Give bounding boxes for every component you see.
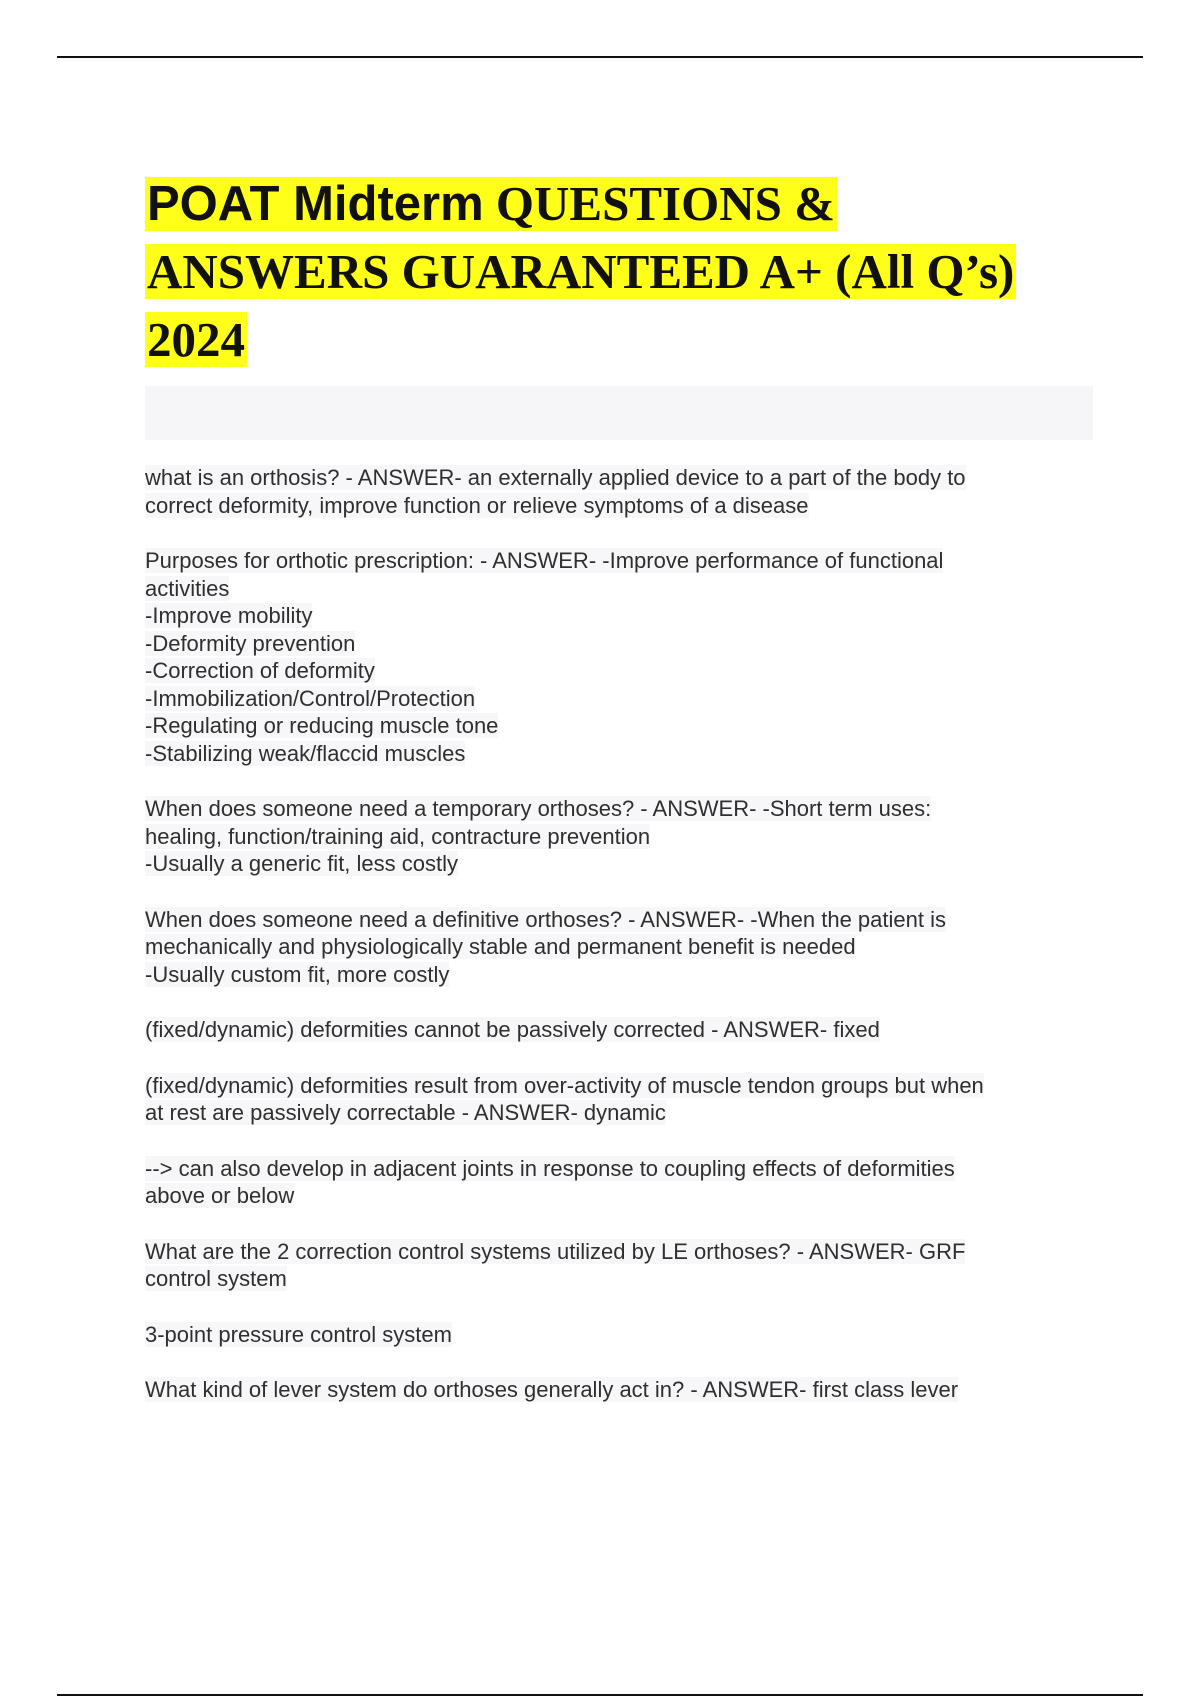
- qa-list: [145, 464, 1095, 1404]
- qa-line-text: -Immobilization/Control/Protection: [145, 685, 476, 711]
- qa-line: [145, 823, 1095, 851]
- qa-line-text: What kind of lever system do orthoses generally act in? - ANSWER- first class lever: [145, 1377, 959, 1402]
- qa-line: [145, 1321, 1095, 1349]
- qa-line: [145, 712, 1095, 740]
- qa-line: [145, 547, 1095, 575]
- title-part-sans: POAT Midterm: [147, 177, 484, 231]
- qa-line-text: control system: [145, 1266, 287, 1291]
- qa-line: [145, 630, 1095, 658]
- qa-line-text: -Regulating or reducing muscle tone: [145, 713, 499, 738]
- title-part-serif: QUESTIONS &: [483, 176, 835, 231]
- qa-line: [145, 961, 1095, 989]
- qa-line: [145, 657, 1095, 685]
- qa-line-text: When does someone need a definitive orthoses? - ANSWER- -When the patient is: [145, 906, 946, 932]
- qa-line: [145, 464, 1095, 492]
- qa-line-text: -Usually a generic fit, less costly: [145, 851, 458, 876]
- qa-line: [145, 492, 1095, 520]
- qa-line-text: (fixed/dynamic) deformities result from over-activity of muscle tendon groups but when: [145, 1072, 984, 1098]
- qa-line-text: What are the 2 correction control systems utilized by LE orthoses? - ANSWER- GRF: [145, 1238, 966, 1264]
- title-highlight: [145, 177, 837, 231]
- header-rule: [57, 56, 1143, 58]
- qa-line-text: -Stabilizing weak/flaccid muscles: [145, 740, 466, 766]
- qa-line-text: Purposes for orthotic prescription: - ANSWER- -Improve performance of functional: [145, 548, 944, 573]
- qa-line: [145, 740, 1095, 768]
- qa-line-text: mechanically and physiologically stable and permanent benefit is needed: [145, 934, 856, 959]
- qa-item: [145, 547, 1095, 767]
- footer-rule: [57, 1694, 1143, 1696]
- qa-item: [145, 1238, 1095, 1293]
- title-line-3: 2024: [147, 312, 245, 367]
- qa-line: [145, 850, 1095, 878]
- qa-line: [145, 1016, 1095, 1044]
- qa-line: [145, 1072, 1095, 1100]
- qa-line-text: activities: [145, 575, 230, 601]
- qa-line: [145, 795, 1095, 823]
- qa-line-text: healing, function/training aid, contracture prevention: [145, 823, 651, 849]
- qa-line-text: --> can also develop in adjacent joints in response to coupling effects of deformities: [145, 1155, 955, 1181]
- qa-line-text: 3-point pressure control system: [145, 1321, 452, 1347]
- qa-item: [145, 1016, 1095, 1044]
- qa-item: [145, 1072, 1095, 1127]
- qa-line: [145, 1376, 1095, 1404]
- title-separator-band: [145, 386, 1093, 440]
- document-body: [145, 170, 1095, 1432]
- qa-line-text: what is an orthosis? - ANSWER- an externally applied device to a part of the body to: [145, 465, 966, 490]
- qa-line-text: -Deformity prevention: [145, 630, 356, 656]
- qa-item: [145, 795, 1095, 878]
- qa-line: [145, 906, 1095, 934]
- qa-item: [145, 1155, 1095, 1210]
- qa-line-text: correct deformity, improve function or relieve symptoms of a disease: [145, 492, 809, 518]
- qa-line-text: above or below: [145, 1183, 295, 1208]
- qa-line-text: -Improve mobility: [145, 603, 313, 628]
- title-line-2: ANSWERS GUARANTEED A+ (All Q’s): [147, 244, 1015, 299]
- qa-item: [145, 464, 1095, 519]
- qa-line: [145, 1238, 1095, 1266]
- qa-line: [145, 1155, 1095, 1183]
- qa-line: [145, 575, 1095, 603]
- qa-line: [145, 602, 1095, 630]
- qa-line-text: (fixed/dynamic) deformities cannot be passively corrected - ANSWER- fixed: [145, 1017, 880, 1042]
- qa-item: [145, 906, 1095, 989]
- qa-line: [145, 1099, 1095, 1127]
- qa-line-text: When does someone need a temporary orthoses? - ANSWER- -Short term uses:: [145, 796, 932, 821]
- qa-line-text: -Usually custom fit, more costly: [145, 961, 450, 987]
- qa-item: [145, 1376, 1095, 1404]
- document-title: [145, 170, 1095, 374]
- qa-line-text: at rest are passively correctable - ANSWER- dynamic: [145, 1100, 666, 1125]
- qa-item: [145, 1321, 1095, 1349]
- qa-line: [145, 933, 1095, 961]
- qa-line: [145, 1265, 1095, 1293]
- qa-line: [145, 685, 1095, 713]
- qa-line-text: -Correction of deformity: [145, 658, 375, 683]
- qa-line: [145, 1182, 1095, 1210]
